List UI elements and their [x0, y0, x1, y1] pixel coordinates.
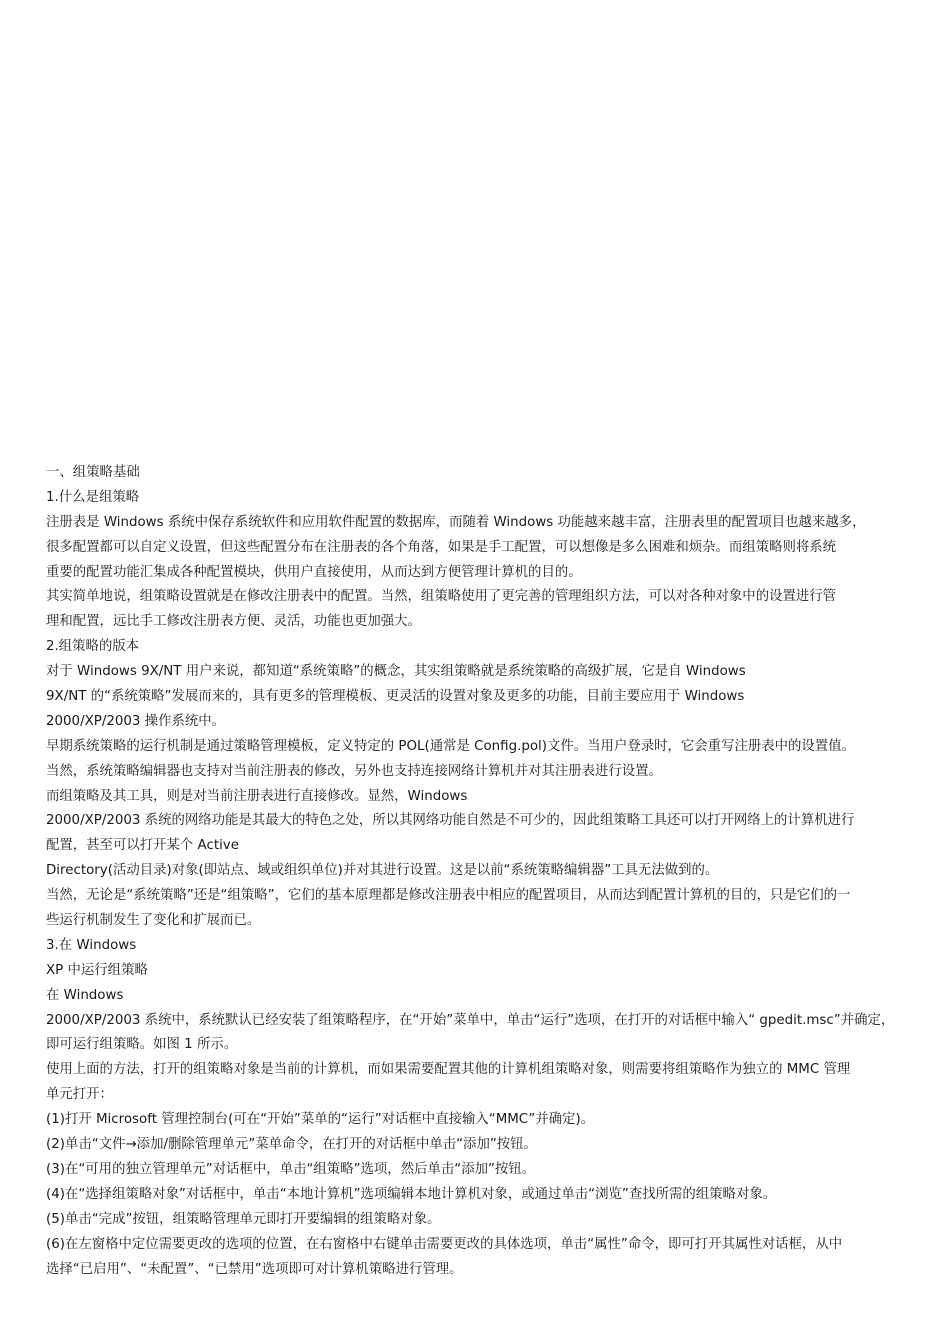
text-line: (3)在“可用的独立管理单元”对话框中，单击“组策略”选项，然后单击“添加”按钮。 [46, 1161, 536, 1177]
text-line: 9X/NT 的“系统策略”发展而来的，具有更多的管理模板、更灵活的设置对象及更多的功能，目前主要应用于 Windows [46, 689, 745, 705]
text-line: 2000/XP/2003 操作系统中。 [46, 713, 226, 729]
text-line: 对于 Windows 9X/NT 用户来说，都知道“系统策略”的概念，其实组策略就是系统策略的高级扩展，它是自 Windows [46, 664, 746, 680]
text-line: 选择“已启用”、“未配置”、“已禁用”选项即可对计算机策略进行管理。 [46, 1261, 463, 1277]
text-line: 3.在 Windows [46, 937, 137, 953]
text-line: 单元打开： [46, 1087, 113, 1103]
text-line: 配置，甚至可以打开某个 Active [46, 838, 239, 854]
text-line: 2000/XP/2003 系统中，系统默认已经安装了组策略程序，在“开始”菜单中，单击“运行”选项，在打开的对话框中输入“ gpedit.msc”并确定， [46, 1012, 895, 1028]
text-line: (4)在“选择组策略对象”对话框中，单击“本地计算机”选项编辑本地计算机对象，或通过单击“浏览”查找所需的组策略对象。 [46, 1186, 777, 1202]
text-line: 其实简单地说，组策略设置就是在修改注册表中的配置。当然，组策略使用了更完善的管理组织方法，可以对各种对象中的设置进行管 [46, 589, 837, 605]
text-line: (5)单击“完成”按钮，组策略管理单元即打开要编辑的组策略对象。 [46, 1211, 441, 1227]
text-line: 在 Windows [46, 987, 124, 1003]
text-line: 而组策略及其工具，则是对当前注册表进行直接修改。显然，Windows [46, 788, 468, 804]
text-line: Directory(活动目录)对象(即站点、域或组织单位)并对其进行设置。这是以前“系统策略编辑器”工具无法做到的。 [46, 863, 719, 879]
text-line: 使用上面的方法，打开的组策略对象是当前的计算机，而如果需要配置其他的计算机组策略对象，则需要将组策略作为独立的 MMC 管理 [46, 1062, 851, 1078]
text-line: 一、组策略基础 [46, 465, 140, 480]
text-line: 即可运行组策略。如图 1 所示。 [46, 1037, 238, 1053]
text-line: 2000/XP/2003 系统的网络功能是其最大的特色之处，所以其网络功能自然是不可少的，因此组策略工具还可以打开网络上的计算机进行 [46, 813, 855, 829]
text-line: (1)打开 Microsoft 管理控制台(可在“开始”菜单的“运行”对话框中直接输入“MMC”并确定)。 [46, 1112, 595, 1128]
text-line: (6)在左窗格中定位需要更改的选项的位置，在右窗格中右键单击需要更改的具体选项，单击“属性”命令，即可打开其属性对话框，从中 [46, 1236, 843, 1252]
text-line: 理和配置，远比手工修改注册表方便、灵活，功能也更加强大。 [46, 614, 421, 630]
text-line: (2)单击“文件→添加/删除管理单元”菜单命令，在打开的对话框中单击“添加”按钮。 [46, 1137, 537, 1153]
text-line: 重要的配置功能汇集成各种配置模块，供用户直接使用，从而达到方便管理计算机的目的。 [46, 564, 582, 580]
text-line: 1.什么是组策略 [46, 489, 140, 505]
text-line: XP 中运行组策略 [46, 962, 148, 978]
text-line: 2.组策略的版本 [46, 639, 140, 655]
text-line: 些运行机制发生了变化和扩展而已。 [46, 913, 261, 929]
text-line: 注册表是 Windows 系统中保存系统软件和应用软件配置的数据库，而随着 Windows 功能越来越丰富，注册表里的配置项目也越来越多， [46, 514, 866, 530]
text-line: 早期系统策略的运行机制是通过策略管理模板，定义特定的 POL(通常是 Config.pol)文件。当用户登录时，它会重写注册表中的设置值。 [46, 738, 855, 754]
text-line: 很多配置都可以自定义设置，但这些配置分布在注册表的各个角落，如果是手工配置，可以想像是多么困难和烦杂。而组策略则将系统 [46, 539, 837, 555]
text-line: 当然，系统策略编辑器也支持对当前注册表的修改，另外也支持连接网络计算机并对其注册表进行设置。 [46, 763, 662, 779]
document-body [46, 461, 916, 1282]
text-line: 当然，无论是“系统策略”还是“组策略”，它们的基本原理都是修改注册表中相应的配置项目，从而达到配置计算机的目的，只是它们的一 [46, 888, 851, 904]
